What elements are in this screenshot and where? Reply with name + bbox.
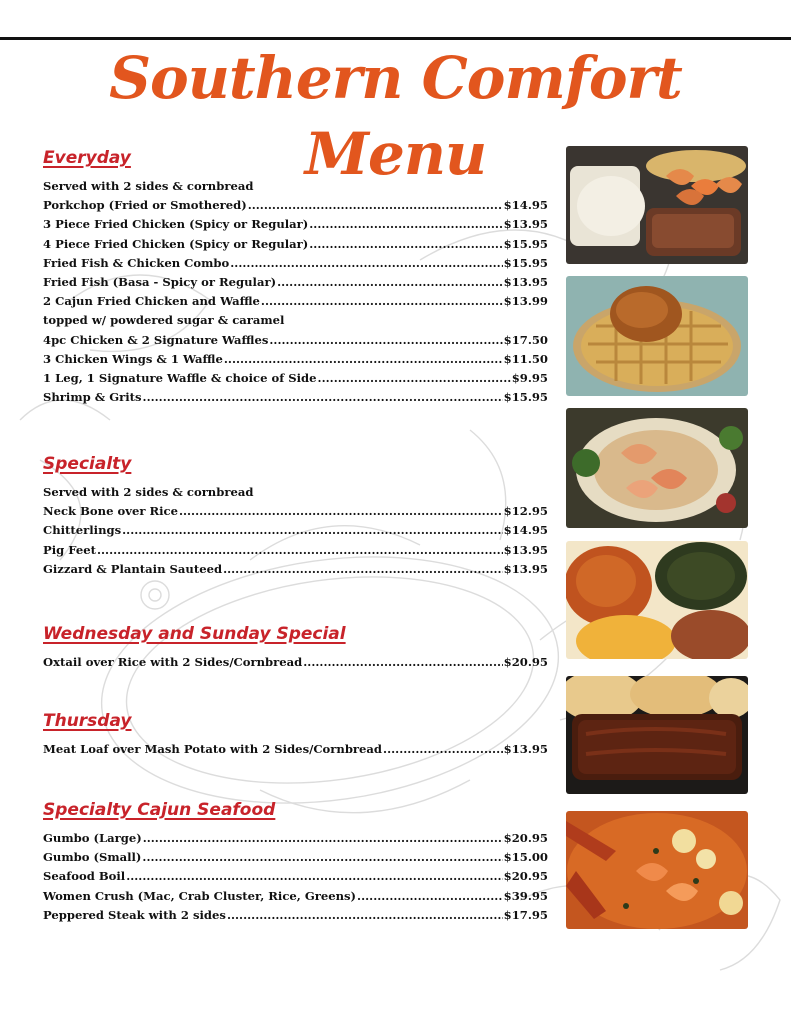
shrimp-grits-photo <box>566 408 748 528</box>
menu-item: Oxtail over Rice with 2 Sides/Cornbread ..... $20.95 <box>43 653 548 672</box>
menu-item: Fried Fish & Chicken Combo ..... $15.95 <box>43 254 548 273</box>
chicken-waffle-photo <box>566 276 748 396</box>
menu-item: 2 Cajun Fried Chicken and Waffle ..... $13.99 <box>43 292 548 311</box>
section-heading: Specialty <box>43 454 132 474</box>
section-thursday <box>43 709 548 759</box>
menu-item: 4 Piece Fried Chicken (Spicy or Regular) ..... $15.95 <box>43 235 548 254</box>
menu-item: 3 Chicken Wings & 1 Waffle ..... $11.50 <box>43 350 548 369</box>
section-heading: Specialty Cajun Seafood <box>43 800 276 820</box>
section-note: Served with 2 sides & cornbread <box>43 485 254 499</box>
section-wednesday-sunday <box>43 622 548 672</box>
menu-item: Meat Loaf over Mash Potato with 2 Sides/Cornbread ..... $13.95 <box>43 740 548 759</box>
item-note: topped w/ powdered sugar & caramel <box>43 313 285 328</box>
seafood-boil-photo <box>566 811 748 929</box>
menu-item: Peppered Steak with 2 sides ..... $17.95 <box>43 906 548 925</box>
menu-item: Gumbo (Large) ..... $20.95 <box>43 829 548 848</box>
shrimp-steak-photo <box>566 146 748 264</box>
menu-item: Seafood Boil ..... $20.95 <box>43 867 548 886</box>
menu-item: Porkchop (Fried or Smothered) ..... $14.95 <box>43 196 548 215</box>
menu-item: Chitterlings ..... $14.95 <box>43 521 548 540</box>
section-everyday <box>43 146 548 407</box>
section-specialty <box>43 452 548 579</box>
section-heading: Everyday <box>43 148 131 168</box>
section-heading: Thursday <box>43 711 132 731</box>
menu-item: 4pc Chicken & 2 Signature Waffles ..... $17.50 <box>43 331 548 350</box>
menu-item: Women Crush (Mac, Crab Cluster, Rice, Greens) ..... $39.95 <box>43 887 548 906</box>
menu-item: 1 Leg, 1 Signature Waffle & choice of Side ..... $9.95 <box>43 369 548 388</box>
menu-title: Southern Comfort Menu <box>0 40 791 120</box>
menu-item: Fried Fish (Basa - Spicy or Regular) ..... $13.95 <box>43 273 548 292</box>
menu-item: Neck Bone over Rice ..... $12.95 <box>43 502 548 521</box>
section-note: Served with 2 sides & cornbread <box>43 179 254 193</box>
menu-item: Gizzard & Plantain Sauteed ..... $13.95 <box>43 560 548 579</box>
ribs-bread-photo <box>566 676 748 794</box>
menu-item: Gumbo (Small) ..... $15.00 <box>43 848 548 867</box>
section-heading: Wednesday and Sunday Special <box>43 624 346 644</box>
section-cajun-seafood <box>43 798 548 925</box>
soul-food-plate-photo <box>566 541 748 659</box>
menu-item: Pig Feet ..... $13.95 <box>43 541 548 560</box>
menu-item: 3 Piece Fried Chicken (Spicy or Regular) ..... $13.95 <box>43 215 548 234</box>
menu-item: Shrimp & Grits ..... $15.95 <box>43 388 548 407</box>
